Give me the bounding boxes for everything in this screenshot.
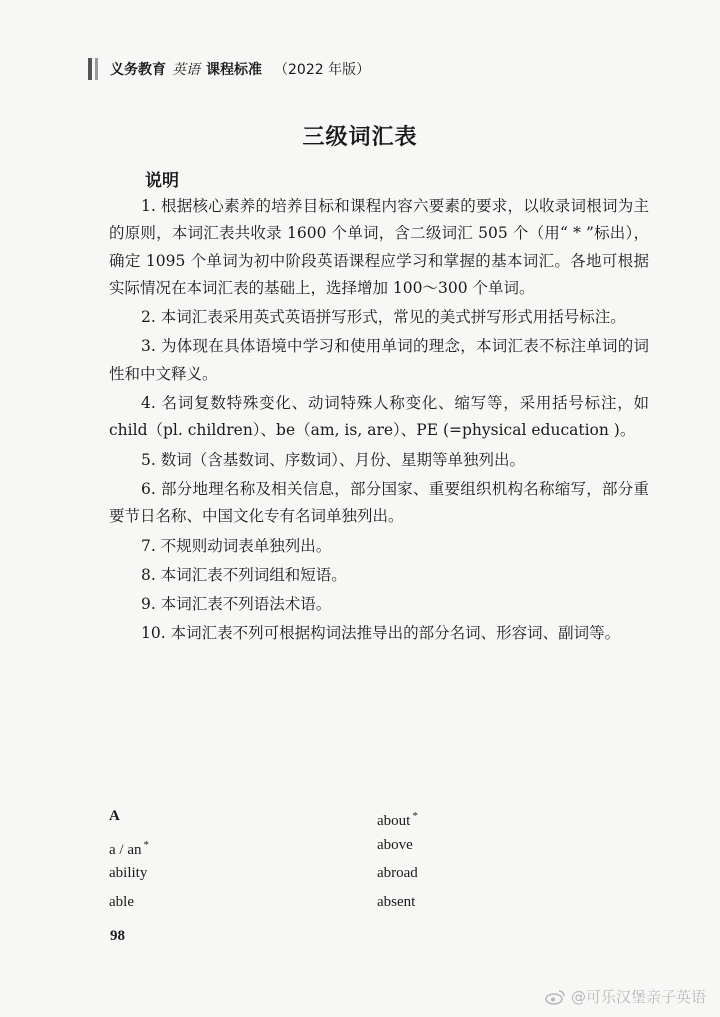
vocab-word: about (377, 813, 411, 829)
note-item: 8. 本词汇表不列词组和短语。 (141, 565, 347, 584)
level-two-marker: * (143, 838, 149, 851)
note-item: 2. 本词汇表采用英式英语拼写形式，常见的美式拼写形式用括号标注。 (141, 308, 626, 327)
note-item: 4. 名词复数特殊变化、动词特殊人称变化、缩写等，采用括号标注，如 child（pl. children）、be（am, is, are）、PE (=physical education )。 (109, 394, 649, 440)
notes-list (109, 193, 649, 650)
book-subject: 英语 (172, 62, 200, 78)
level-two-marker: * (412, 810, 418, 822)
vocab-word: A (109, 808, 120, 824)
book-standard: 课程标准 (206, 62, 262, 78)
vocab-word: able (109, 893, 134, 910)
vocab-word: abroad (377, 865, 418, 881)
header-bar (88, 58, 92, 80)
vocab-table (109, 802, 529, 916)
note-item: 9. 本词汇表不列语法术语。 (141, 595, 332, 614)
vocab-entry (377, 802, 529, 831)
vocab-word: above (377, 836, 413, 853)
note-item: 1. 根据核心素养的培养目标和课程内容六要素的要求，以收录词根词为主的原则，本词汇表共收录 1600 个单词，含二级词汇 505 个（用“ * ”标出），确定 1095 个单词为初中阶段英语课程应学习和掌握的基本词汇。各地可根据实际情况在本词汇表的基础上，选择增加 100～300 个单词。 (109, 197, 649, 297)
vocab-entry (377, 831, 529, 860)
vocab-entry (109, 859, 377, 888)
vocab-word: absent (377, 893, 416, 910)
page-number: 98 (110, 928, 125, 944)
header-bar (95, 58, 98, 80)
vocab-word: a / an (109, 841, 142, 858)
note-item: 6. 部分地理名称及相关信息，部分国家、重要组织机构名称缩写，部分重要节日名称、中国文化专有名词单独列出。 (109, 479, 649, 526)
running-header (88, 58, 370, 80)
note-item: 3. 为体现在具体语境中学习和使用单词的理念，本词汇表不标注单词的词性和中文释义。 (109, 337, 649, 383)
vocab-entry (109, 831, 377, 860)
vocab-entry (377, 888, 529, 917)
book-title: 义务教育 (110, 62, 166, 78)
watermark-text: @可乐汉堡亲子英语 (570, 988, 706, 1006)
note-item: 7. 不规则动词表单独列出。 (141, 536, 332, 555)
header-bars-icon (88, 58, 98, 80)
weibo-icon (545, 989, 565, 1005)
vocab-entry (377, 859, 529, 888)
section-heading: 说明 (145, 171, 179, 191)
vocab-entry (109, 888, 377, 917)
note-item: 10. 本词汇表不列可根据构词法推导出的部分名词、形容词、副词等。 (141, 624, 621, 643)
vocab-letter-heading (109, 802, 377, 831)
page-title: 三级词汇表 (302, 125, 418, 150)
book-edition: （2022 年版） (274, 62, 371, 78)
vocab-word: ability (109, 865, 148, 881)
watermark (545, 986, 706, 1007)
note-item: 5. 数词（含基数词、序数词）、月份、星期等单独列出。 (141, 450, 525, 469)
